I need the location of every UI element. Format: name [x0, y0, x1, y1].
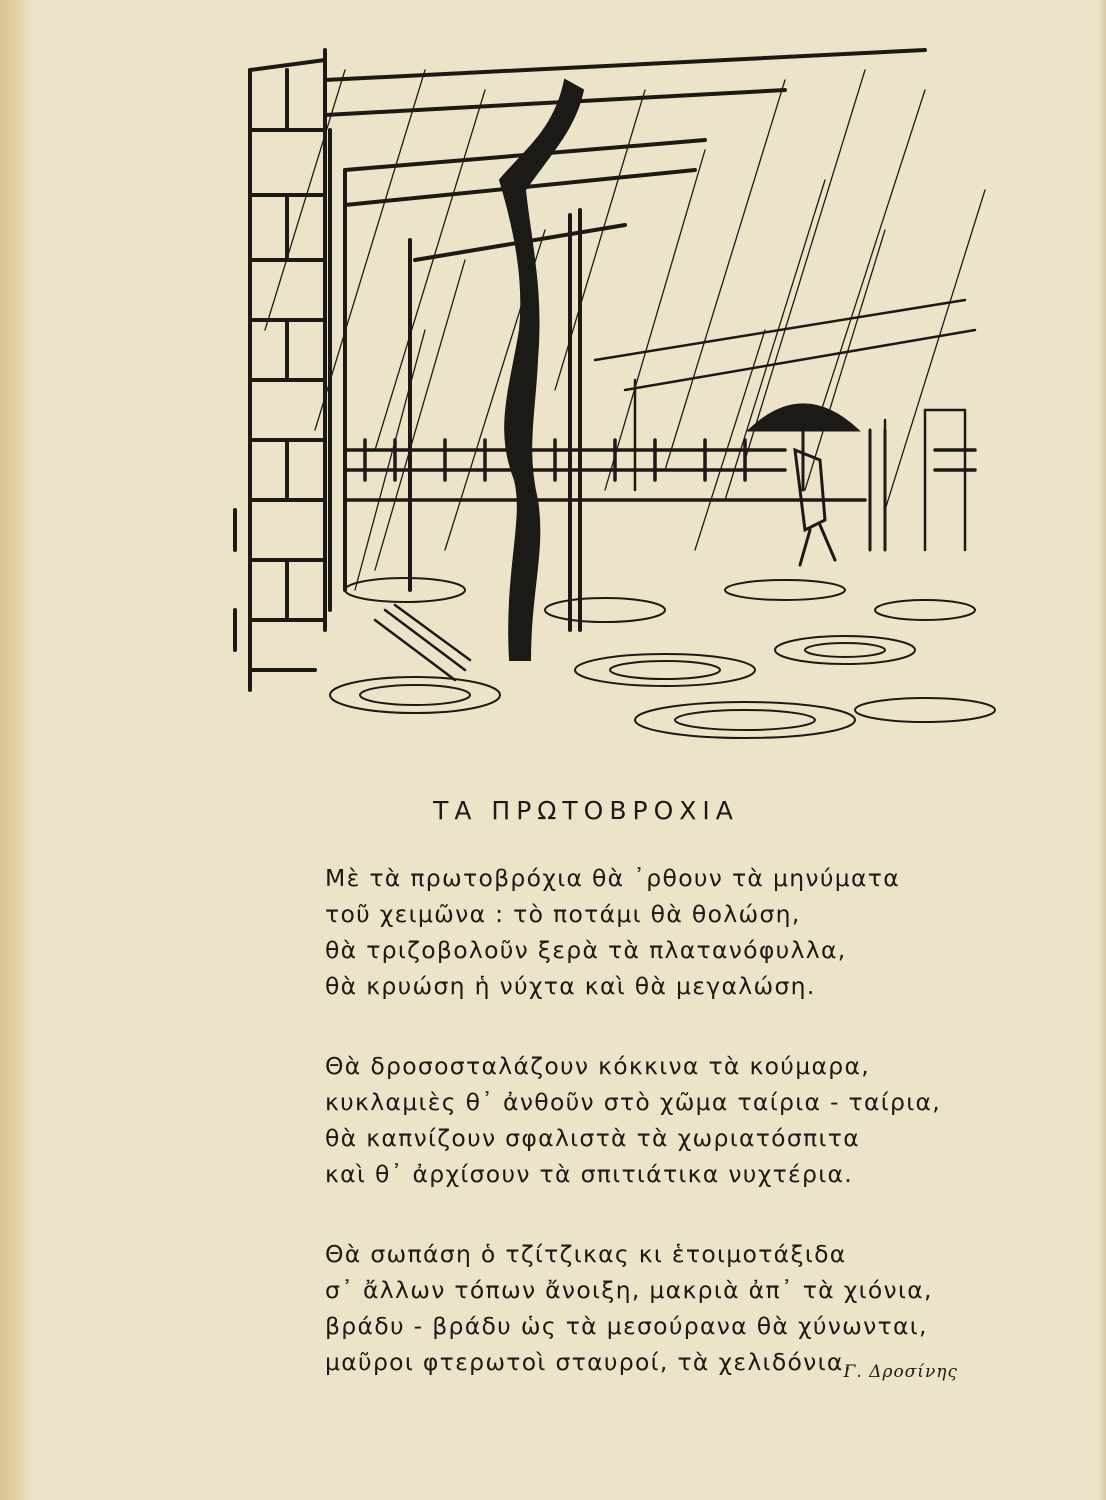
poem-line: θὰ κρυώση ἡ νύχτα καὶ θὰ μεγαλώση. [325, 972, 816, 1000]
poem-line: σ᾽ ἄλλων τόπων ἄνοιξη, μακριὰ ἀπ᾽ τὰ χιόνια, [325, 1276, 933, 1304]
poem-line: Θὰ σωπάση ὁ τζίτζικας κι ἑτοιμοτάξιδα [325, 1240, 847, 1268]
water-spout [375, 605, 470, 680]
poem-line: Θὰ δροσοσταλάζουν κόκκινα τὰ κούμαρα, [325, 1052, 871, 1080]
fence [345, 440, 975, 500]
poem-line: βράδυ - βράδυ ὡς τὰ μεσούρανα θὰ χύνωνται, [325, 1312, 928, 1340]
book-spine-edge [0, 0, 34, 1500]
rainy-courtyard-illustration [225, 30, 1015, 770]
poem-line: μαῦροι φτερωτοὶ σταυροί, τὰ χελιδόνια. [325, 1348, 853, 1376]
stanza-1 [325, 860, 1025, 1004]
poem-body [325, 860, 1025, 1424]
pergola [325, 50, 925, 630]
brick-wall [235, 50, 325, 690]
poem-line: καὶ θ᾽ ἀρχίσουν τὰ σπιτιάτικα νυχτέρια. [325, 1160, 854, 1188]
poem-line: τοῦ χειμῶνα : τὸ ποτάμι θὰ θολώση, [325, 900, 801, 928]
author-signature: Γ. Δροσίνης [843, 1362, 958, 1382]
stanza-3 [325, 1236, 1025, 1380]
poem-line: θὰ καπνίζουν σφαλιστὰ τὰ χωριατόσπιτα [325, 1124, 860, 1152]
figure-with-umbrella [750, 405, 885, 565]
poem-line: κυκλαμιὲς θ᾽ ἀνθοῦν στὸ χῶμα ταίρια - ταίρια, [325, 1088, 942, 1116]
poem-title: ΤΑ ΠΡΩΤΟΒΡΟΧΙΑ [433, 796, 739, 825]
poem-line: Μὲ τὰ πρωτοβρόχια θὰ ᾽ρθουν τὰ μηνύματα [325, 864, 901, 892]
poem-line: θὰ τριζοβολοῦν ξερὰ τὰ πλατανόφυλλα, [325, 936, 847, 964]
stanza-2 [325, 1048, 1025, 1192]
puddles [330, 578, 995, 738]
page-edge [1098, 0, 1106, 1500]
